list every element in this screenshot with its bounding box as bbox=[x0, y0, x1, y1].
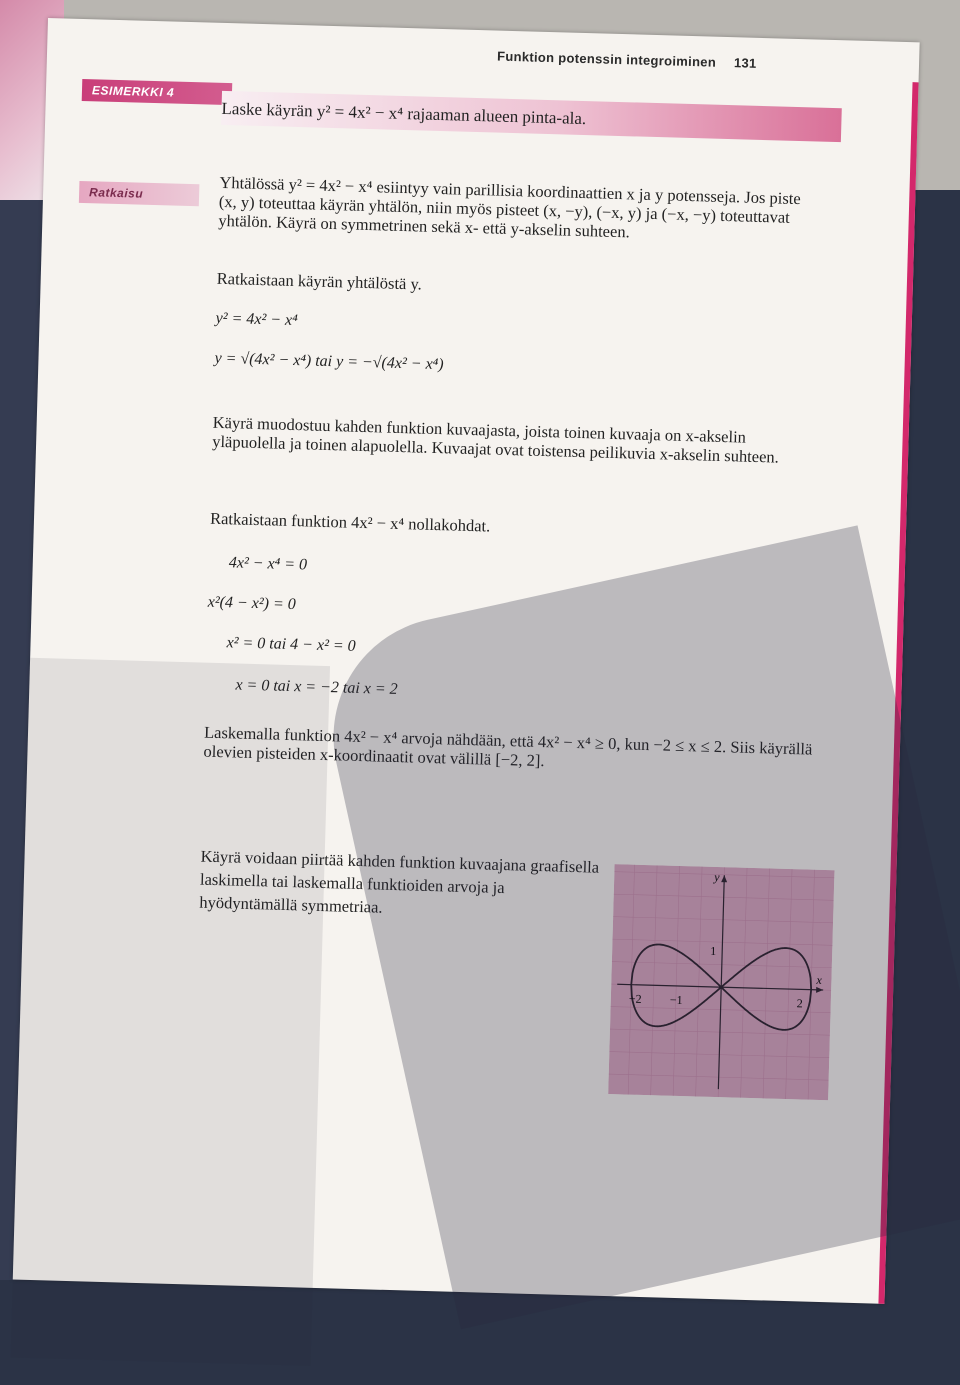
paragraph-zeros: Ratkaistaan funktion 4x² − x⁴ nollakohdat. bbox=[209, 508, 491, 536]
equation-zero-2: x²(4 − x²) = 0 bbox=[207, 593, 297, 614]
tick-x-neg2: −2 bbox=[628, 991, 642, 1006]
equation-zero-3: x² = 0 tai 4 − x² = 0 bbox=[226, 634, 356, 655]
task-statement: Laske käyrän y² = 4x² − x⁴ rajaaman alueen pinta-ala. bbox=[221, 98, 587, 129]
curve-graph bbox=[608, 864, 834, 1100]
solution-tag: Ratkaisu bbox=[79, 181, 200, 206]
paragraph-solve-y: Ratkaistaan käyrän yhtälöstä y. bbox=[216, 268, 423, 294]
y-axis-label: y bbox=[714, 869, 720, 885]
running-header bbox=[497, 49, 757, 71]
equation-zero-1: 4x² − x⁴ = 0 bbox=[228, 554, 308, 574]
paragraph-two-functions: Käyrä muodostuu kahden funktion kuvaajasta, joista toinen kuvaaja on x-akselin yläpuolella ja toinen alapuolella. Kuvaajat ovat toistensa peilikuvia x-akselin suhteen. bbox=[211, 412, 780, 467]
tick-y-1: 1 bbox=[710, 943, 717, 959]
hand-shadow-soft bbox=[11, 658, 330, 1366]
book-page bbox=[13, 18, 920, 1304]
equation-zero-4: x = 0 tai x = −2 tai x = 2 bbox=[235, 676, 398, 699]
x-axis-label: x bbox=[816, 972, 822, 987]
chapter-title: Funktion potenssin integroiminen bbox=[496, 48, 717, 70]
equation-y-solutions: y = √(4x² − x⁴) tai y = −√(4x² − x⁴) bbox=[214, 349, 444, 374]
tick-x-2: 2 bbox=[796, 996, 803, 1011]
paragraph-symmetry: Yhtälössä y² = 4x² − x⁴ esiintyy vain parillisia koordinaattien x ja y potensseja. Jos piste (x, y) toteuttaa käyrän yhtälön, niin myös pisteet (x, −y), (−x, y) ja (−x, −y) toteuttavat yhtälön. Käyrä on symmetrinen sekä x- että y-akselin suhteen. bbox=[218, 172, 801, 242]
paragraph-drawing: Käyrä voidaan piirtää kahden funktion kuvaajana graafisella laskimella tai laskemalla funktioiden arvoja ja hyödyntämällä symmetriaa. bbox=[199, 846, 600, 917]
example-tag: ESIMERKKI 4 bbox=[82, 79, 233, 105]
tick-x-neg1: −1 bbox=[669, 992, 683, 1008]
equation-curve: y² = 4x² − x⁴ bbox=[215, 309, 298, 330]
page-number: 131 bbox=[733, 55, 757, 71]
paragraph-domain: Laskemalla funktion 4x² − x⁴ arvoja nähdään, että 4x² − x⁴ ≥ 0, kun −2 ≤ x ≤ 2. Siis käyrällä olevien pisteiden x-koordinaatit ovat välillä [−2, 2]. bbox=[203, 722, 813, 771]
page-edge-stripe bbox=[878, 82, 918, 1304]
